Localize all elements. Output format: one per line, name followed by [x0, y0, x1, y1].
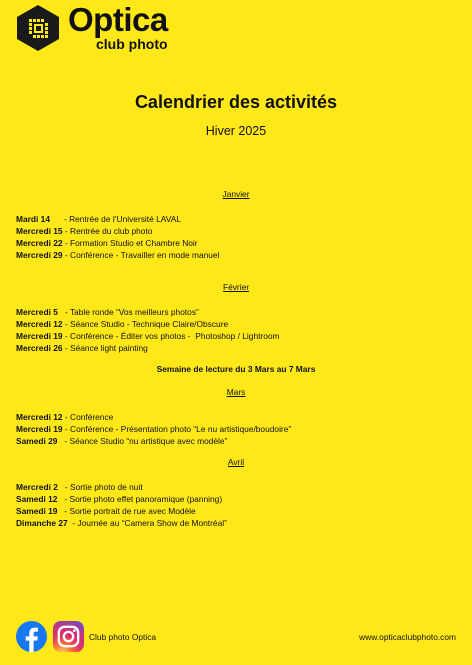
- footer-club-name: Club photo Optica: [89, 632, 157, 642]
- event-row: [16, 330, 456, 342]
- instagram-icon[interactable]: [53, 621, 84, 652]
- event-day: Mercredi 22: [16, 238, 63, 248]
- event-description: Conférence - Présentation photo “Le nu artistique/boudoire”: [70, 424, 292, 434]
- event-description: Séance Studio - Technique Claire/Obscure: [70, 319, 229, 329]
- event-row: [16, 213, 456, 225]
- event-row: [16, 342, 456, 354]
- event-row: [16, 481, 456, 493]
- event-separator: -: [62, 343, 71, 353]
- month-heading: Mars: [226, 387, 246, 397]
- event-separator: -: [57, 307, 70, 317]
- event-description: Sortie photo de nuit: [70, 482, 143, 492]
- brand: [68, 2, 168, 51]
- event-row: [16, 318, 456, 330]
- event-description: Séance light painting: [70, 343, 148, 353]
- event-day: Mercredi 15: [16, 226, 63, 236]
- event-separator: -: [62, 424, 71, 434]
- event-description: Sortie portrait de rue avec Modèle: [69, 506, 196, 516]
- event-separator: -: [67, 518, 78, 528]
- event-day: Samedi 19: [16, 506, 58, 516]
- event-row: [16, 435, 456, 447]
- event-description: Séance Studio “nu artistique avec modèle”: [69, 436, 228, 446]
- event-description: Conférence: [70, 412, 114, 422]
- month-section-fevrier: [16, 281, 456, 354]
- event-description: Rentrée du club photo: [70, 226, 153, 236]
- event-row: [16, 505, 456, 517]
- event-separator: -: [57, 506, 70, 516]
- page-title: Calendrier des activités: [134, 92, 338, 112]
- event-separator: -: [49, 214, 70, 224]
- month-section-janvier: [16, 188, 456, 261]
- event-day: Mardi 14: [16, 214, 50, 224]
- event-separator: -: [57, 494, 70, 504]
- month-section-avril: [16, 456, 456, 529]
- event-day: Samedi 29: [16, 436, 58, 446]
- event-row: [16, 423, 456, 435]
- break-note: Semaine de lecture du 3 Mars au 7 Mars: [156, 364, 316, 374]
- brand-name: Optica: [68, 1, 168, 38]
- event-day: Mercredi 29: [16, 250, 63, 260]
- event-separator: -: [62, 226, 71, 236]
- month-heading: Janvier: [222, 189, 250, 199]
- event-day: Dimanche 27: [16, 518, 68, 528]
- event-day: Mercredi 19: [16, 424, 63, 434]
- event-row: [16, 411, 456, 423]
- event-description: Sortie photo effet panoramique (panning): [69, 494, 223, 504]
- event-day: Mercredi 2: [16, 482, 58, 492]
- event-separator: -: [62, 238, 71, 248]
- footer-website-link[interactable]: www.opticaclubphoto.com: [359, 632, 456, 642]
- event-separator: -: [62, 319, 71, 329]
- event-row: [16, 249, 456, 261]
- event-separator: -: [57, 436, 70, 446]
- event-description: Formation Studio et Chambre Noir: [70, 238, 198, 248]
- event-separator: -: [57, 482, 71, 492]
- page-subtitle: Hiver 2025: [205, 124, 267, 138]
- event-description: Journée au “Camera Show de Montréal”: [77, 518, 227, 528]
- event-separator: -: [62, 250, 71, 260]
- event-day: Mercredi 26: [16, 343, 63, 353]
- event-day: Mercredi 19: [16, 331, 63, 341]
- event-day: Samedi 12: [16, 494, 58, 504]
- event-description: Conférence - Travailler en mode manuel: [70, 250, 220, 260]
- event-row: [16, 237, 456, 249]
- optica-logo-icon: [16, 4, 60, 52]
- month-section-mars: [16, 386, 456, 447]
- brand-subtitle: club photo: [96, 36, 168, 52]
- event-separator: -: [62, 331, 71, 341]
- event-row: [16, 493, 456, 505]
- event-description: Conférence - Éditer vos photos - Photoshop / Lightroom: [70, 331, 280, 341]
- month-heading: Avril: [227, 457, 245, 467]
- event-row: [16, 225, 456, 237]
- facebook-icon[interactable]: [16, 621, 47, 652]
- event-description: Rentrée de l’Université LAVAL: [69, 214, 181, 224]
- event-day: Mercredi 12: [16, 319, 63, 329]
- month-heading: Février: [222, 282, 250, 292]
- event-separator: -: [62, 412, 71, 422]
- event-day: Mercredi 12: [16, 412, 63, 422]
- event-description: Table ronde “Vos meilleurs photos”: [69, 307, 199, 317]
- event-row: [16, 517, 456, 529]
- event-day: Mercredi 5: [16, 307, 58, 317]
- event-row: [16, 306, 456, 318]
